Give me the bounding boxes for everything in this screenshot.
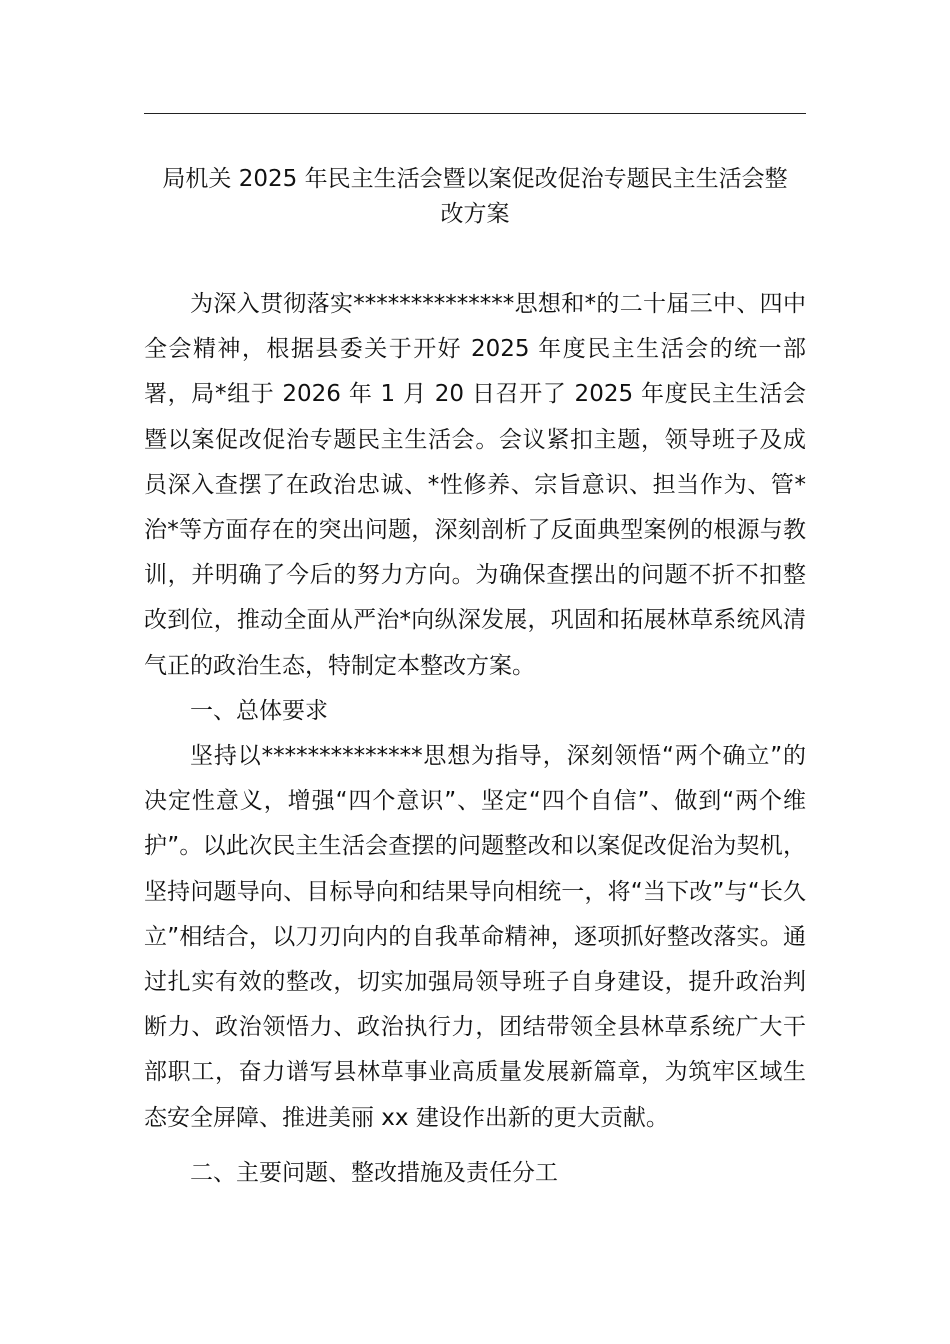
document-body — [144, 282, 806, 1196]
section-heading-1: 一、总体要求 — [190, 697, 328, 724]
section-1-paragraph: 坚持以**************思想为指导，深刻领悟“两个确立”的决定性意义，增强“四个意识”、坚定“四个自信”、做到“两个维护”。以此次民主生活会查摆的问题整改和以案促改促治为契机，坚持问题导向、目标导向和结果导向相统一，将“当下改”与“长久立”相结合，以刀刃向内的自我革命精神，逐项抓好整改落实。通过扎实有效的整改，切实加强局领导班子自身建设，提升政治判断力、政治领悟力、政治执行力，团结带领全县林草系统广大干部职工，奋力谱写县林草事业高质量发展新篇章，为筑牢区域生态安全屏障、推进美丽 xx 建设作出新的更大贡献。 — [144, 743, 806, 1131]
title-line-2: 改方案 — [440, 201, 510, 227]
intro-paragraph: 为深入贯彻落实**************思想和*的二十届三中、四中全会精神，根据县委关于开好 2025 年度民主生活会的统一部署，局*组于 2026 年 1 月 20 日召开了 2025 年度民主生活会暨以案促改促治专题民主生活会。会议紧扣主题，领导班子及成员深入查摆了在政治忠诚、*性修养、宗旨意识、担当作为、管*治*等方面存在的突出问题，深刻剖析了反面典型案例的根源与教训，并明确了今后的努力方向。为确保查摆出的问题不折不扣整改到位，推动全面从严治*向纵深发展，巩固和拓展林草系统风清气正的政治生态，特制定本整改方案。 — [144, 291, 806, 679]
header-rule — [144, 113, 806, 114]
section-heading-2: 二、主要问题、整改措施及责任分工 — [190, 1159, 558, 1186]
document-title — [144, 162, 806, 232]
title-line-1: 局机关 2025 年民主生活会暨以案促改促治专题民主生活会整 — [162, 166, 788, 192]
